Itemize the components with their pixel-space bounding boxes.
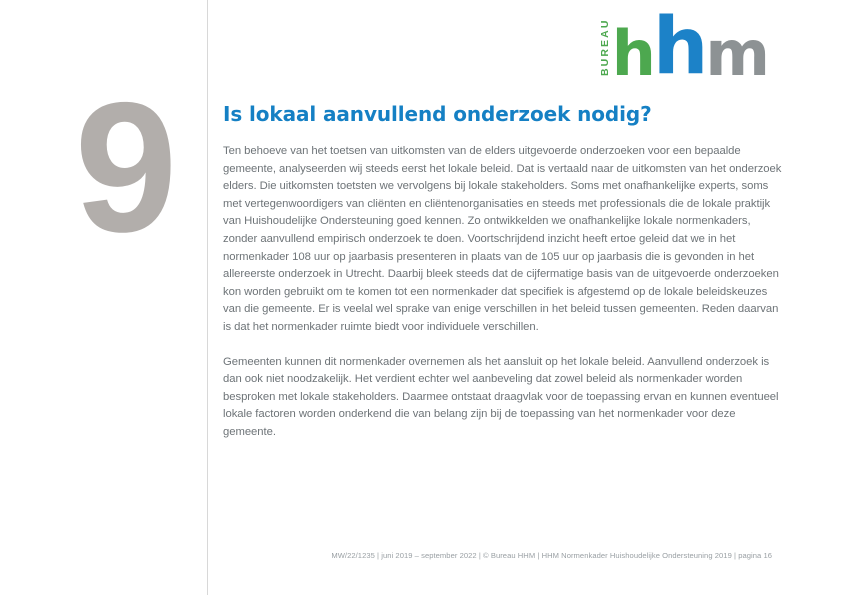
chapter-number: 9 — [74, 65, 176, 271]
vertical-divider-rule — [207, 0, 208, 595]
logo-letter-m-gray: m — [705, 16, 770, 90]
page-footer: MW/22/1235 | juni 2019 – september 2022 | © Bureau HHM | HHM Normenkader Huishoudelijke Ondersteuning 2019 | pagina 16 — [331, 551, 772, 561]
logo-letter-h-green: h — [611, 16, 656, 90]
paragraph-2: Gemeenten kunnen dit normenkader overnemen als het aansluit op het lokale beleid. Aanvullend onderzoek is dan ook niet noodzakelijk. Het verdient echter wel aanbeveling dat zowel beleid als normenkader worden besproken met lokale stakeholders. Daarmee ontstaat draagvlak voor de toepassing ervan en kunnen eventueel lokale factoren worden onderkend die van belang zijn bij de toepassing van het normenkader voor deze gemeente. — [223, 355, 779, 438]
page-title: Is lokaal aanvullend onderzoek nodig? — [223, 102, 652, 126]
body-copy — [223, 126, 783, 442]
logo-bureau-text: BUREAU — [599, 18, 612, 76]
paragraph-1: Ten behoeve van het toetsen van uitkomsten van de elders uitgevoerde onderzoeken voor een bepaalde gemeente, analyseerden wij steeds eerst het lokale beleid. Dat is vertaald naar de uitkomsten van het onderzoek elders. Die uitkomsten toetsten we vervolgens bij lokale stakeholders. Soms met onafhankelijke experts, soms met vertegenwoordigers van cliënten en cliëntenorganisaties en steeds met professionals die de lokale praktijk van Huishoudelijke Ondersteuning goed kennen. Zo ontwikkelden we onafhankelijke lokale normenkaders, zonder aanvullend empirisch onderzoek te doen. Voortschrijdend inzicht heeft ertoe geleid dat we in het normenkader 108 uur op jaarbasis presenteren in plaats van de 105 uur op jaarbasis die is gevonden in het allereerste onderzoek in Utrecht. Daarbij bleek steeds dat de cijfermatige basis van de uitgevoerde onderzoeken kon worden gebruikt om te komen tot een normenkader dat specifiek is afgestemd op de lokale beleidskeuzes van die gemeente. Er is veelal wel sprake van enige verschillen in het beleid tussen gemeenten. Reden daarvan is dat het normenkader ruimte biedt voor individuele verschillen. — [223, 145, 782, 333]
content-column — [223, 0, 783, 442]
logo-letter-h-blue: h — [652, 2, 709, 93]
